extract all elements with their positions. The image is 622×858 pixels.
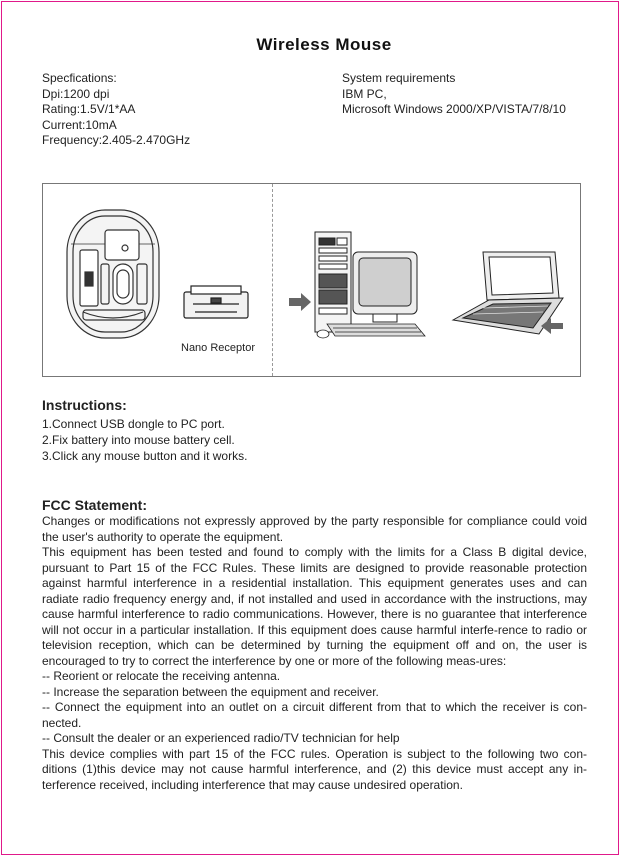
sysreq-heading: System requirements (342, 71, 456, 85)
spec-frequency: Frequency:2.405-2.470GHz (42, 133, 191, 147)
spec-rating: Rating:1.5V/1*AA (42, 102, 136, 116)
diagram-illustration (43, 184, 580, 376)
desktop-mouse-illustration (317, 330, 329, 338)
fcc-paragraph: This device complies with part 15 of the FCC rules. Operation is subject to the following two con-ditions (1)this device may not cause harmful interference, and (2) this device must accept any in-terference received, including interference that may cause undesired operation. (42, 746, 587, 792)
spec-heading: Specfications: (42, 71, 117, 85)
arrow-right-icon (289, 293, 311, 311)
monitor-illustration (353, 252, 417, 322)
fcc-statement-body (42, 514, 587, 793)
fcc-paragraph: -- Consult the dealer or an experienced radio/TV technician for help (42, 731, 400, 745)
keyboard-illustration (327, 324, 425, 336)
fcc-heading: FCC Statement: (42, 497, 148, 513)
fcc-paragraph: -- Connect the equipment into an outlet on a circuit different from that to which the receiver is con-nected. (42, 700, 587, 730)
mouse-illustration (67, 210, 159, 338)
fcc-paragraph: -- Reorient or relocate the receiving antenna. (42, 669, 281, 683)
instruction-item: 3.Click any mouse button and it works. (42, 449, 248, 463)
system-requirements-block (342, 71, 566, 118)
fcc-paragraph: Changes or modifications not expressly approved by the party responsible for compliance could void the user's authority to operate the equipment. (42, 514, 587, 544)
fcc-paragraph: -- Increase the separation between the equipment and receiver. (42, 684, 379, 699)
instruction-item: 1.Connect USB dongle to PC port. (42, 417, 225, 431)
setup-diagram (42, 183, 581, 377)
desktop-tower-illustration (315, 232, 351, 332)
instruction-item: 2.Fix battery into mouse battery cell. (42, 433, 235, 447)
spec-current: Current:10mA (42, 117, 117, 132)
fcc-paragraph: This equipment has been tested and found to comply with the limits for a Class B digital device, pursuant to Part 15 of the FCC Rules. These limits are designed to provide reasonable protection against harmful interference in a residential installation. This equipment generates uses and can radiate radio frequency energy and, if not installed and used in accordance with the instructions, may cause harmful interference to radio communications. However, there is no guarantee that interference will not occur in a particular installation. If this equipment does cause harmful interfe-rence to radio or television reception, which can be determined by turning the equipment off and on, the user is encouraged to try to correct the interference by one or more of the following meas-ures: (42, 545, 587, 668)
page-title: Wireless Mouse (256, 35, 392, 54)
spec-dpi: Dpi:1200 dpi (42, 86, 110, 101)
instructions-heading: Instructions: (42, 397, 127, 413)
sysreq-pc: IBM PC, (342, 86, 387, 101)
instructions-list (42, 416, 247, 464)
specifications-block (42, 71, 190, 149)
sysreq-os: Microsoft Windows 2000/XP/VISTA/7/8/10 (342, 102, 566, 116)
nano-receptor-label: Nano Receptor (181, 342, 255, 354)
nano-receiver-illustration (184, 286, 248, 318)
